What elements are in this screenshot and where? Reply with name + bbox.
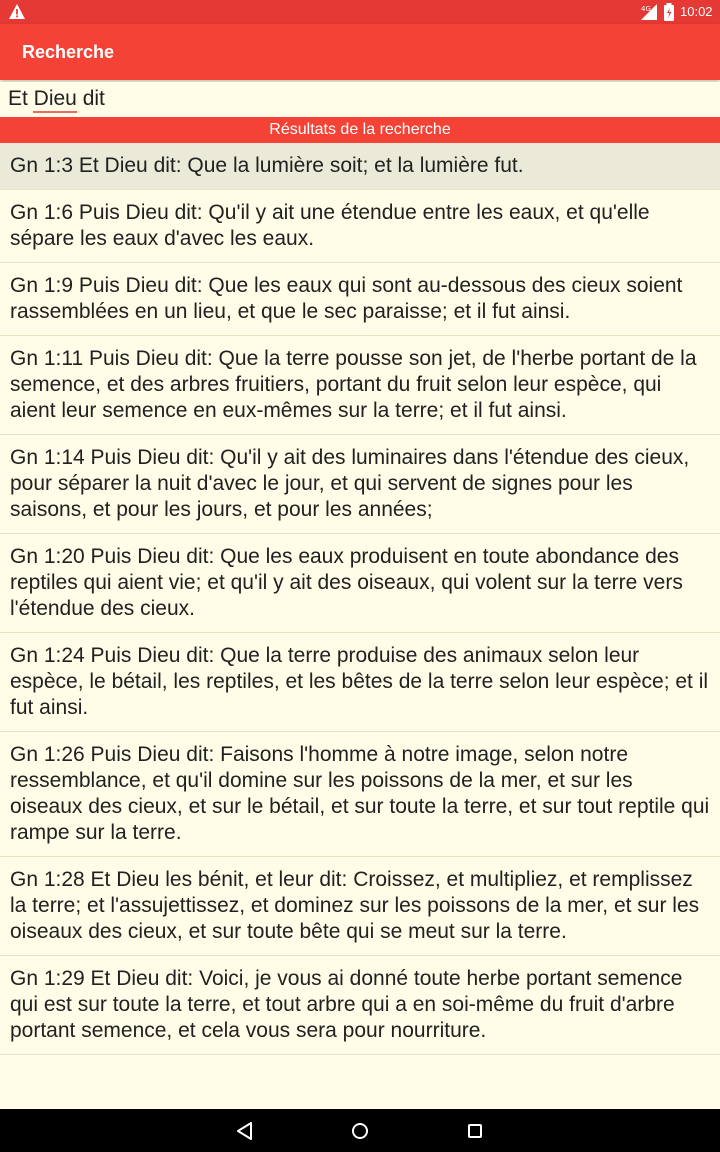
search-input[interactable]	[0, 82, 708, 116]
spellcheck-underline	[33, 110, 77, 114]
search-bar	[0, 82, 720, 116]
status-bar	[0, 0, 720, 24]
result-item[interactable]: Gn 1:11 Puis Dieu dit: Que la terre pousse son jet, de l'herbe portant de la semence, et des arbres fruitiers, portant du fruit selon leur espèce, qui aient leur semence en eux-mêmes sur la terre; et il fut ainsi.	[0, 336, 720, 435]
navigation-bar	[0, 1109, 720, 1152]
clock: 10:02	[680, 4, 713, 19]
results-list	[0, 143, 720, 1109]
signal-icon	[640, 3, 658, 21]
result-item[interactable]: Gn 1:3 Et Dieu dit: Que la lumière soit; et la lumière fut.	[0, 143, 720, 190]
app-bar	[0, 24, 720, 80]
battery-icon	[663, 3, 675, 21]
result-item[interactable]: Gn 1:20 Puis Dieu dit: Que les eaux produisent en toute abondance des reptiles qui aient vie; et qu'il y ait des oiseaux, qui volent sur la terre vers l'étendue des cieux.	[0, 534, 720, 633]
result-item[interactable]: Gn 1:6 Puis Dieu dit: Qu'il y ait une étendue entre les eaux, et qu'elle sépare les eaux d'avec les eaux.	[0, 190, 720, 263]
result-item[interactable]: Gn 1:26 Puis Dieu dit: Faisons l'homme à notre image, selon notre ressemblance, et qu'il domine sur les poissons de la mer, et sur les oiseaux des cieux, et sur le bétail, et sur toute la terre, et sur tout reptile qui rampe sur la terre.	[0, 732, 720, 857]
result-item[interactable]: Gn 1:9 Puis Dieu dit: Que les eaux qui sont au-dessous des cieux soient rassemblées en un lieu, et que le sec paraisse; et il fut ainsi.	[0, 263, 720, 336]
result-item[interactable]: Gn 1:28 Et Dieu les bénit, et leur dit: Croissez, et multipliez, et remplissez la terre; et l'assujettissez, et dominez sur les poissons de la mer, et sur les oiseaux des cieux, et sur toute bête qui se meut sur la terre.	[0, 857, 720, 956]
result-item[interactable]: Gn 1:24 Puis Dieu dit: Que la terre produise des animaux selon leur espèce, le bétail, les reptiles, et les bêtes de la terre selon leur espèce; et il fut ainsi.	[0, 633, 720, 732]
result-item[interactable]: Gn 1:29 Et Dieu dit: Voici, je vous ai donné toute herbe portant semence qui est sur toute la terre, et tout arbre qui a en soi-même du fruit d'arbre portant semence, et cela vous sera pour nourriture.	[0, 956, 720, 1055]
warning-icon	[8, 3, 26, 21]
back-icon[interactable]	[233, 1119, 257, 1143]
recents-icon[interactable]	[463, 1119, 487, 1143]
results-header: Résultats de la recherche	[0, 117, 720, 143]
result-item[interactable]: Gn 1:14 Puis Dieu dit: Qu'il y ait des luminaires dans l'étendue des cieux, pour séparer la nuit d'avec le jour, et qui servent de signes pour les saisons, et pour les jours, et pour les années;	[0, 435, 720, 534]
network-type-label: 4G	[641, 5, 651, 13]
page-title: Recherche	[22, 42, 115, 62]
home-icon[interactable]	[348, 1119, 372, 1143]
